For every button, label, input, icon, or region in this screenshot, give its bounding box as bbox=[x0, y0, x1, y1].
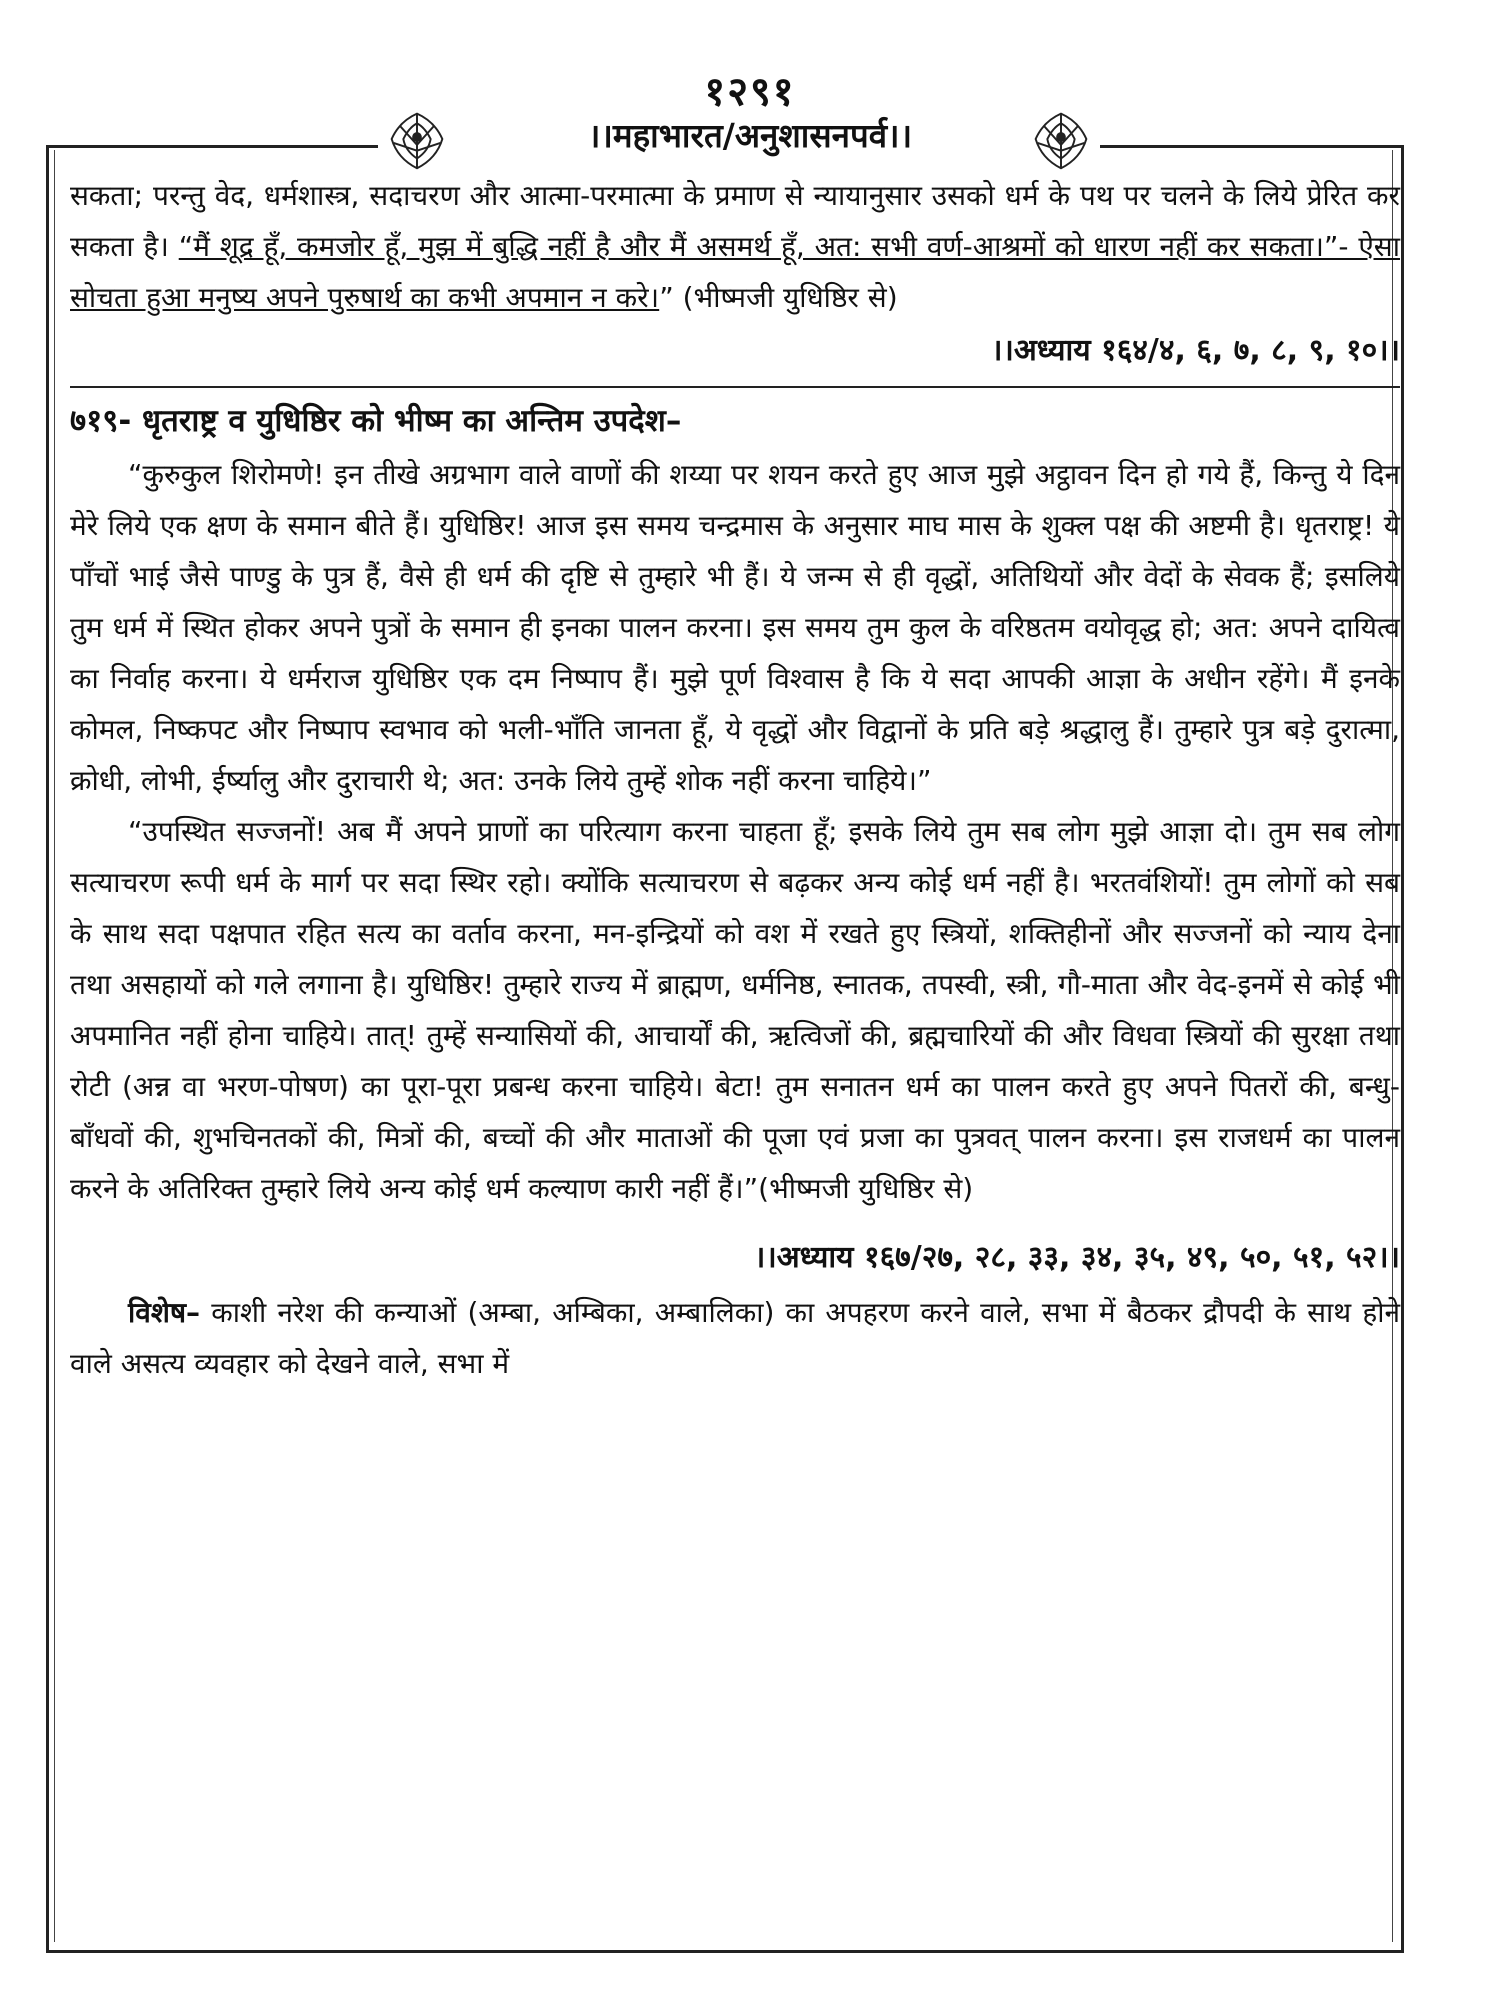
paragraph: “कुरुकुल शिरोमणे! इन तीखे अग्रभाग वाले वाणों की शय्या पर शयन करते हुए आज मुझे अट्ठावन दिन हो गये हैं, किन्तु ये दिन मेरे लिये एक क्षण के समान बीते हैं। युधिष्ठिर! आज इस समय चन्द्रमास के अनुसार माघ मास के शुक्ल पक्ष की अष्टमी है। धृतराष्ट्र! ये पाँचों भाई जैसे पाण्डु के पुत्र हैं, वैसे ही धर्म की दृष्टि से तुम्हारे भी हैं। ये जन्म से ही वृद्धों, अतिथियों और वेदों के सेवक हैं; इसलिये तुम धर्म में स्थित होकर अपने पुत्रों के समान ही इनका पालन करना। इस समय तुम कुल के वरिष्ठतम वयोवृद्ध हो; अत: अपने दायित्व का निर्वाह करना। ये धर्मराज युधिष्ठिर एक दम निष्पाप हैं। मुझे पूर्ण विश्वास है कि ये सदा आपकी आज्ञा के अधीन रहेंगे। मैं इनके कोमल, निष्कपट और निष्पाप स्वभाव को भली-भाँति जानता हूँ, ये वृद्धों और विद्वानों के प्रति बड़े श्रद्धालु हैं। तुम्हारे पुत्र बड़े दुरात्मा, क्रोधी, लोभी, ईर्ष्यालु और दुराचारी थे; अत: उनके लिये तुम्हें शोक नहीं करना चाहिये।” bbox=[70, 458, 1400, 797]
underlined-quote: “मैं शूद्र हूँ, कमजोर हूँ, मुझ में बुद्धि नहीं है और मैं असमर्थ हूँ, अत: सभी वर्ण-आश्रमों को धारण नहीं कर सकता।”- ऐसा सोचता हुआ मनुष्य अपने पुरुषार्थ का कभी अपमान न करे। bbox=[70, 230, 1400, 314]
paragraph: “उपस्थित सज्जनों! अब मैं अपने प्राणों का परित्याग करना चाहता हूँ; इसके लिये तुम सब लोग मुझे आज्ञा दो। तुम सब लोग सत्याचरण रूपी धर्म के मार्ग पर सदा स्थिर रहो। क्योंकि सत्याचरण से बढ़कर अन्य कोई धर्म नहीं है। भरतवंशियों! तुम लोगों को सब के साथ सदा पक्षपात रहित सत्य का वर्ताव करना, मन-इन्द्रियों को वश में रखते हुए स्त्रियों, शक्तिहीनों और सज्जनों को न्याय देना तथा असहायों को गले लगाना है। युधिष्ठिर! तुम्हारे राज्य में ब्राह्मण, धर्मनिष्ठ, स्नातक, तपस्वी, स्त्री, गौ-माता और वेद-इनमें से कोई भी अपमानित नहीं होना चाहिये। तात्! तुम्हें सन्यासियों की, आचार्यों की, ऋत्विजों की, ब्रह्मचारियों की और विधवा स्त्रियों की सुरक्षा तथा रोटी (अन्न वा भरण-पोषण) का पूरा-पूरा प्रबन्ध करना चाहिये। बेटा! तुम सनातन धर्म का पालन करते हुए अपने पितरों की, बन्धु-बाँधवों की, शुभचिनतकों की, मित्रों की, बच्चों की और माताओं की पूजा एवं प्रजा का पुत्रवत् पालन करना। इस राजधर्म का पालन करने के अतिरिक्त तुम्हारे लिये अन्य कोई धर्म कल्याण कारी नहीं हैं।”(भीष्मजी युधिष्ठिर से) bbox=[70, 815, 1400, 1205]
chapter-reference: ।।अध्याय १६४/४, ६, ७, ८, ९, १०।। bbox=[991, 333, 1400, 368]
section-heading: ७१९- धृतराष्ट्र व युधिष्ठिर को भीष्म का अन्तिम उपदेश– bbox=[70, 403, 682, 439]
page-border-inner bbox=[54, 150, 55, 1942]
paragraph bbox=[70, 170, 1400, 323]
attribution: ” (भीष्मजी युधिष्ठिर से) bbox=[659, 281, 898, 314]
paragraph-text: काशी नरेश की कन्याओं (अम्बा, अम्बिका, अम्बालिका) का अपहरण करने वाले, सभा में बैठकर द्रौपदी के साथ होने वाले असत्य व्यवहार को देखने वाले, सभा में bbox=[70, 1296, 1400, 1380]
paragraph bbox=[70, 1287, 1400, 1389]
page-body bbox=[70, 170, 1400, 1389]
section-divider bbox=[70, 386, 1400, 388]
page-number: १२९१ bbox=[704, 69, 796, 115]
paragraph-text: सकता; परन्तु वेद, धर्मशास्त्र, सदाचरण और आत्मा-परमात्मा के प्रमाण से न्यायानुसार उसको धर्म के पथ पर चलने के लिये प्रेरित कर सकता है। bbox=[70, 179, 1400, 263]
special-label: विशेष– bbox=[128, 1296, 201, 1329]
chapter-reference: ।।अध्याय १६७/२७, २८, ३३, ३४, ३५, ४९, ५०, ५१, ५२।। bbox=[754, 1240, 1400, 1275]
header-title: ।।महाभारत/अनुशासनपर्व।। bbox=[587, 116, 913, 155]
